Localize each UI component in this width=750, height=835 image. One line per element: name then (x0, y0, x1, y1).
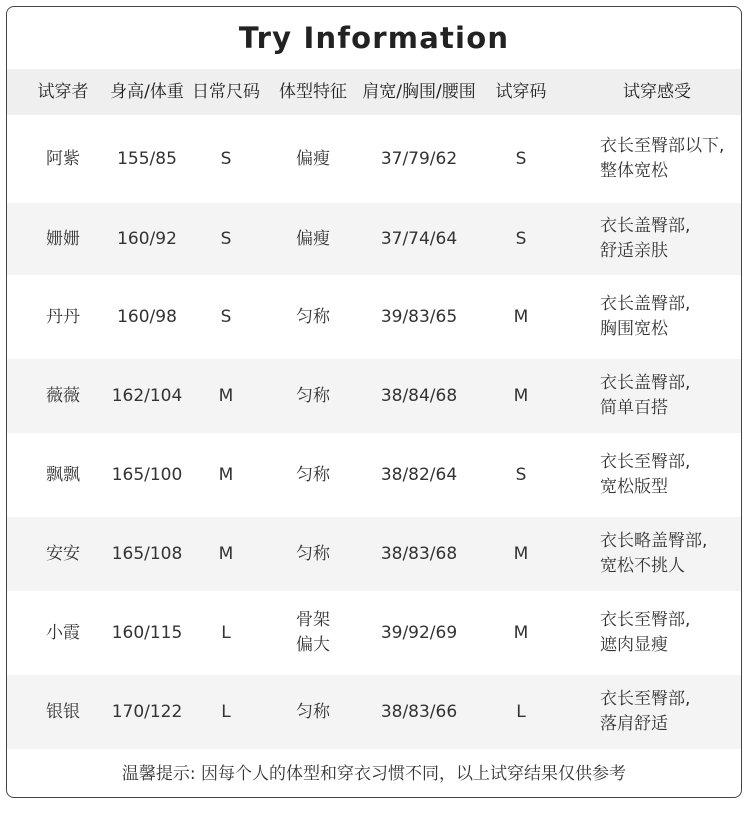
cell-body-type: 匀称 (296, 385, 330, 406)
cell-height-weight: 162/104 (111, 385, 183, 406)
cell-body-type: 匀称 (296, 306, 330, 327)
header-tester: 试穿者 (37, 82, 89, 102)
cell-daily-size: L (221, 701, 231, 722)
header-body-type: 体型特征 (279, 82, 347, 102)
header-height-weight: 身高/体重 (110, 82, 184, 102)
table-row (7, 115, 741, 203)
header-try-size: 试穿码 (495, 82, 547, 102)
cell-fit-feeling: 衣长至臀部, 宽松版型 (600, 452, 691, 497)
cell-try-size: S (515, 148, 527, 169)
cell-measurements: 39/92/69 (380, 622, 458, 643)
cell-fit-feeling: 衣长至臀部, 遮肉显瘦 (600, 610, 691, 655)
cell-tester-name: 安安 (46, 543, 80, 564)
cell-measurements: 38/83/68 (380, 543, 458, 564)
cell-fit-feeling: 衣长盖臀部, 胸围宽松 (600, 294, 691, 339)
cell-tester-name: 小霞 (46, 622, 80, 643)
cell-measurements: 39/83/65 (380, 306, 458, 327)
table-row (7, 517, 741, 591)
cell-try-size: S (515, 228, 527, 249)
cell-try-size: S (515, 464, 527, 485)
cell-body-type: 匀称 (296, 464, 330, 485)
table-header (7, 69, 741, 115)
cell-tester-name: 薇薇 (46, 385, 80, 406)
cell-tester-name: 姗姗 (46, 228, 80, 249)
cell-measurements: 37/74/64 (380, 228, 458, 249)
cell-fit-feeling: 衣长至臀部, 落肩舒适 (600, 689, 691, 734)
cell-measurements: 38/82/64 (380, 464, 458, 485)
cell-body-type: 偏瘦 (296, 148, 330, 169)
footer-note: 温馨提示: 因每个人的体型和穿衣习惯不同，以上试穿结果仅供参考 (121, 764, 627, 784)
cell-try-size: M (513, 306, 529, 327)
cell-fit-feeling: 衣长至臀部以下, 整体宽松 (600, 136, 725, 181)
cell-body-type: 匀称 (296, 543, 330, 564)
cell-daily-size: M (218, 464, 234, 485)
cell-tester-name: 银银 (46, 701, 80, 722)
cell-daily-size: S (220, 148, 232, 169)
cell-fit-feeling: 衣长盖臀部, 简单百搭 (600, 373, 691, 418)
cell-try-size: M (513, 622, 529, 643)
table-row (7, 275, 741, 359)
cell-tester-name: 飘飘 (46, 464, 80, 485)
table-row (7, 203, 741, 275)
cell-daily-size: S (220, 306, 232, 327)
cell-daily-size: S (220, 228, 232, 249)
table-title: Try Information (238, 21, 510, 55)
cell-height-weight: 160/115 (111, 622, 183, 643)
try-info-card (6, 6, 742, 798)
table-row (7, 433, 741, 517)
cell-try-size: M (513, 543, 529, 564)
cell-body-type: 骨架 偏大 (296, 610, 330, 655)
cell-try-size: L (516, 701, 526, 722)
header-measurements: 肩宽/胸围/腰围 (362, 82, 476, 102)
cell-body-type: 匀称 (296, 701, 330, 722)
cell-height-weight: 165/100 (111, 464, 183, 485)
cell-height-weight: 155/85 (117, 148, 177, 169)
cell-tester-name: 阿紫 (46, 148, 80, 169)
cell-measurements: 38/83/66 (380, 701, 458, 722)
table-row (7, 675, 741, 749)
table-row (7, 591, 741, 675)
cell-fit-feeling: 衣长略盖臀部, 宽松不挑人 (600, 531, 708, 576)
header-fit-feeling: 试穿感受 (623, 82, 691, 102)
header-daily-size: 日常尺码 (192, 82, 260, 102)
cell-measurements: 38/84/68 (380, 385, 458, 406)
cell-tester-name: 丹丹 (46, 306, 80, 327)
cell-height-weight: 160/92 (117, 228, 177, 249)
cell-height-weight: 165/108 (111, 543, 183, 564)
cell-measurements: 37/79/62 (380, 148, 458, 169)
cell-daily-size: M (218, 543, 234, 564)
cell-height-weight: 160/98 (117, 306, 177, 327)
table-row (7, 359, 741, 433)
cell-body-type: 偏瘦 (296, 228, 330, 249)
cell-daily-size: L (221, 622, 231, 643)
cell-height-weight: 170/122 (111, 701, 183, 722)
cell-daily-size: M (218, 385, 234, 406)
cell-fit-feeling: 衣长盖臀部, 舒适亲肤 (600, 216, 691, 261)
cell-try-size: M (513, 385, 529, 406)
